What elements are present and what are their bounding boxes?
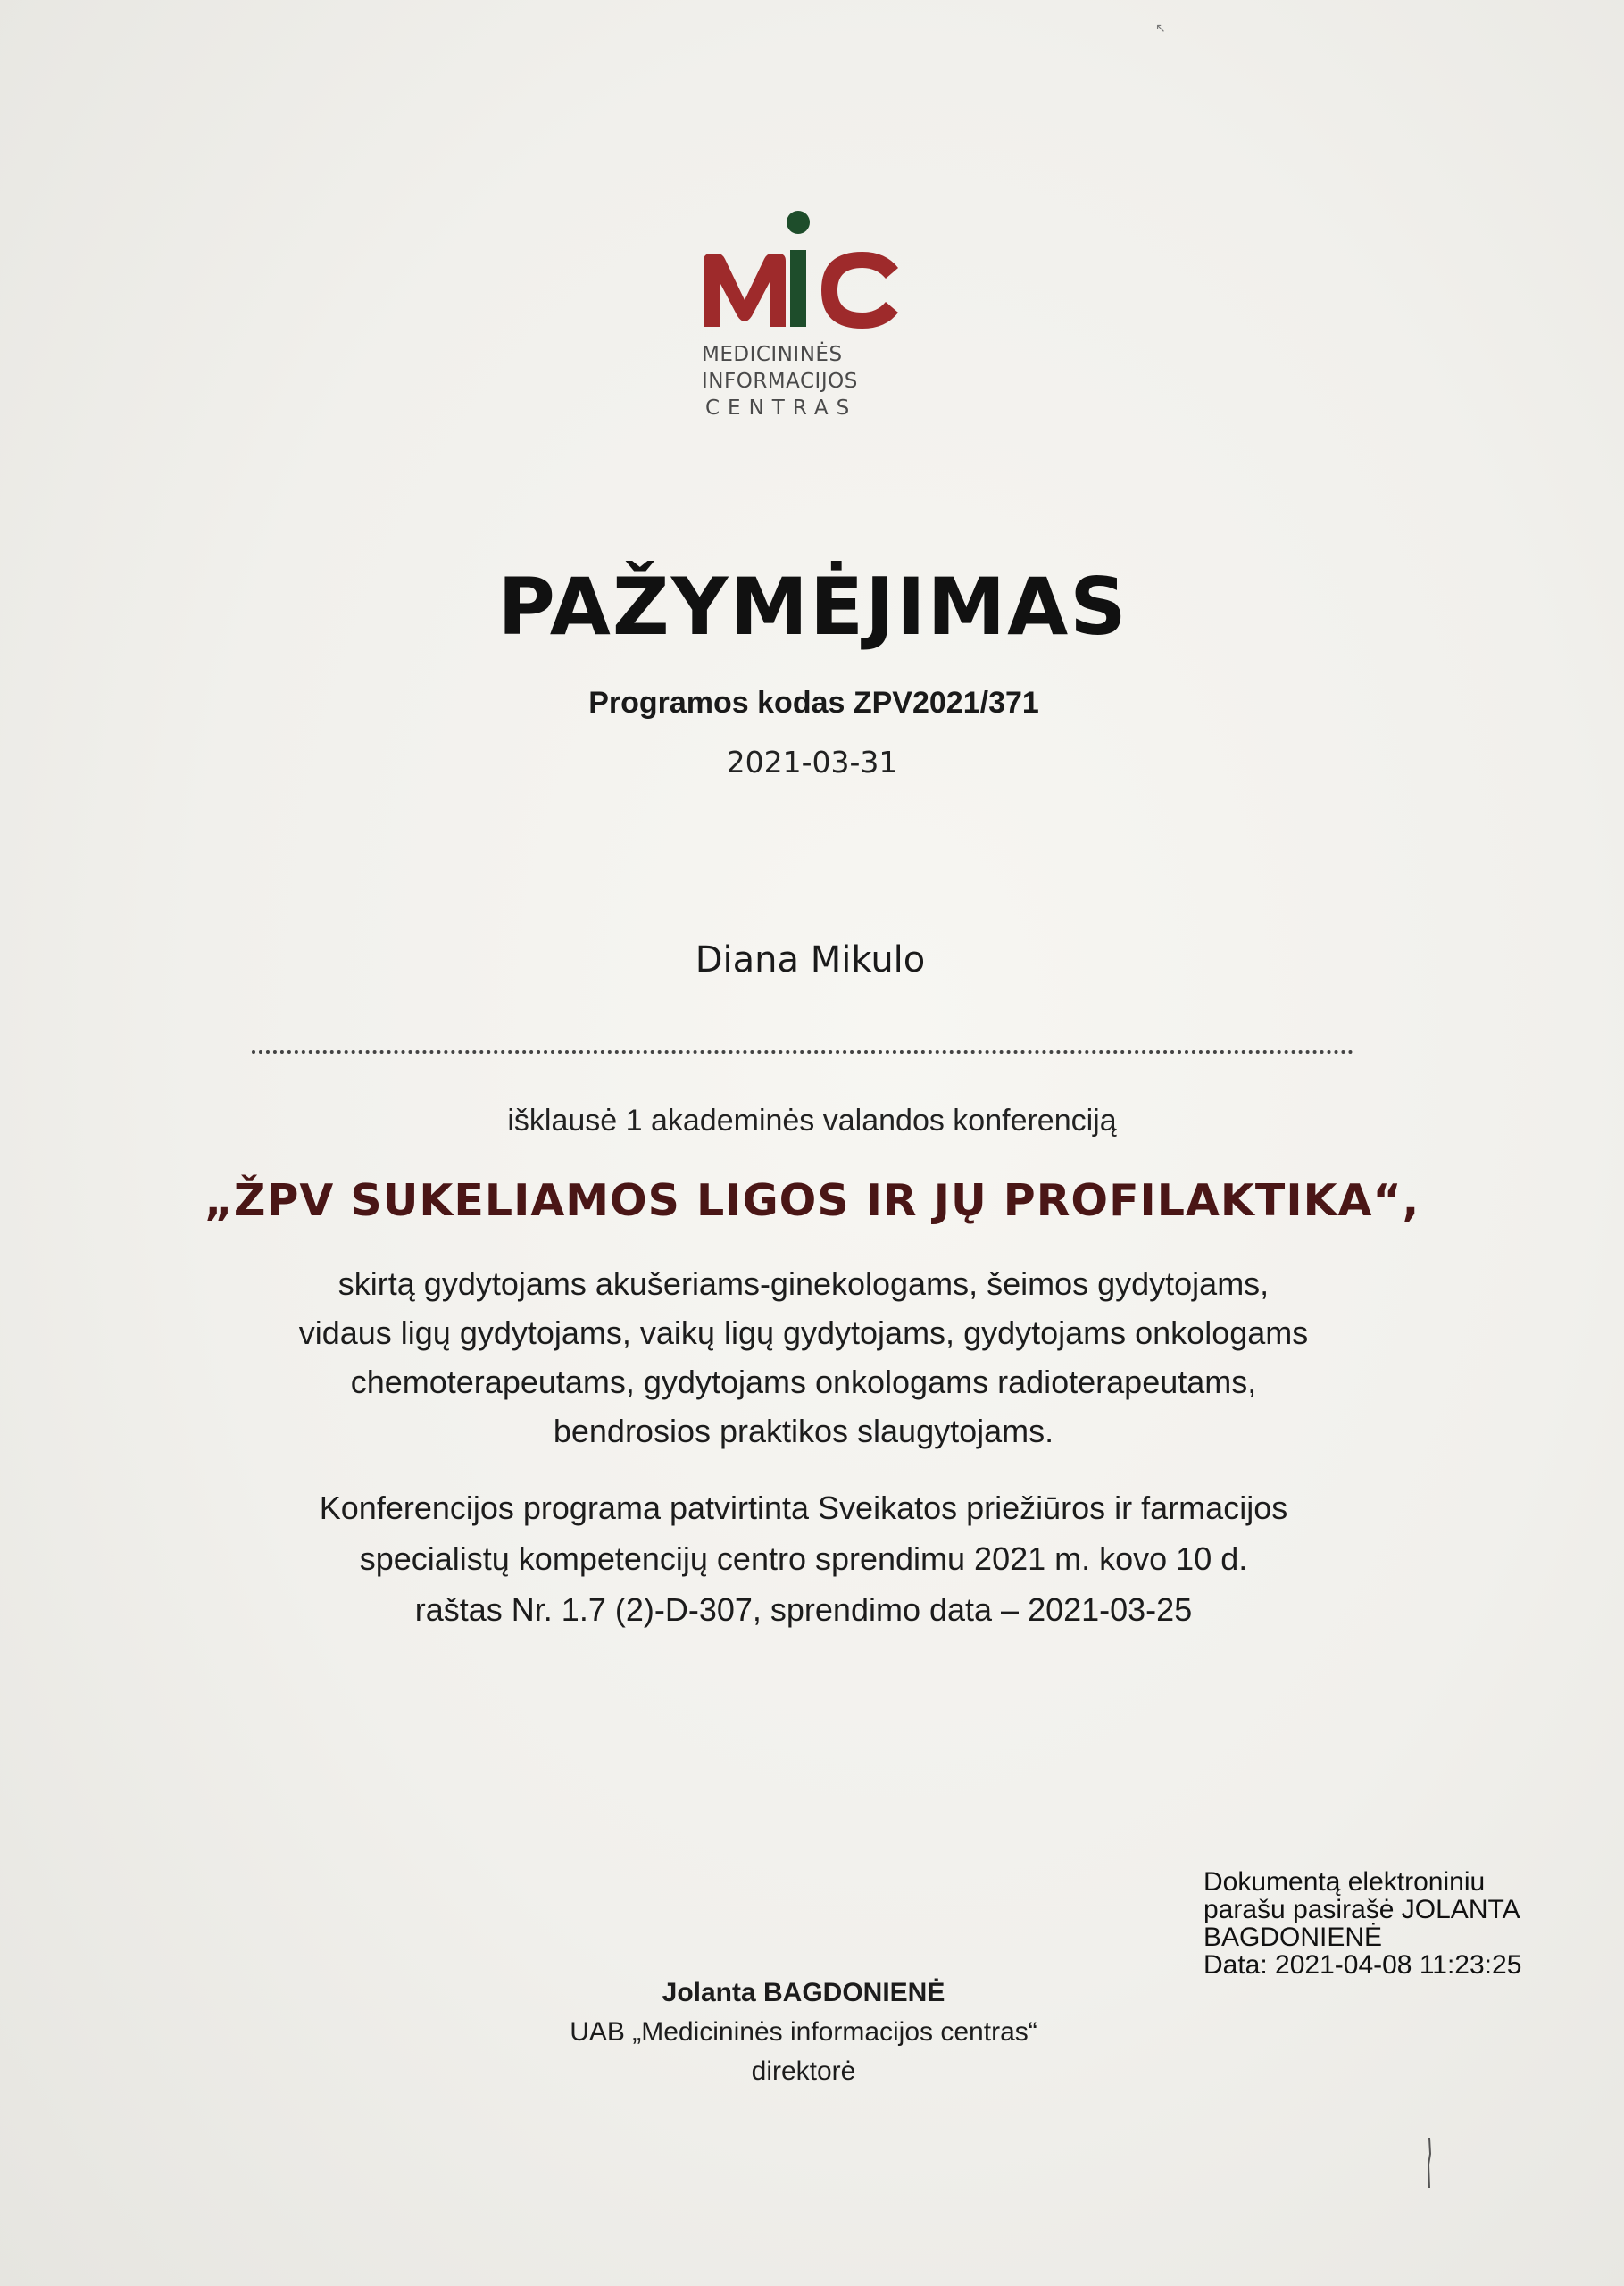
certificate-title: PAŽYMĖJIMAS bbox=[497, 561, 1128, 653]
approval-line: specialistų kompetencijų centro sprendimu 2021 m. kovo 10 d. bbox=[359, 1540, 1248, 1577]
logo-dot-icon bbox=[787, 211, 810, 234]
name-dotted-line bbox=[252, 1050, 1353, 1054]
audience-paragraph bbox=[241, 1259, 1366, 1456]
recipient-name: Diana Mikulo bbox=[695, 939, 926, 980]
corner-mark-icon: ↖ bbox=[1155, 21, 1166, 36]
approval-line: raštas Nr. 1.7 (2)-D-307, sprendimo data – 2021-03-25 bbox=[414, 1591, 1193, 1628]
electronic-signature-block bbox=[1203, 1868, 1596, 1979]
logo-text-line2: INFORMACIJOS bbox=[702, 370, 858, 393]
program-code: Programos kodas ZPV2021/371 bbox=[588, 686, 1039, 720]
esign-line: Dokumentą elektroniniu bbox=[1203, 1867, 1486, 1897]
certificate-date: 2021-03-31 bbox=[726, 745, 898, 780]
audience-line: bendrosios praktikos slaugytojams. bbox=[553, 1413, 1054, 1449]
esign-line: Data: 2021-04-08 11:23:25 bbox=[1203, 1950, 1522, 1980]
esign-line: BAGDONIENĖ bbox=[1203, 1923, 1383, 1952]
audience-line: skirtą gydytojams akušeriams-ginekologams, šeimos gydytojams, bbox=[337, 1265, 1270, 1302]
mic-logo-mark bbox=[698, 207, 904, 341]
signatory-name: Jolanta BAGDONIENĖ bbox=[662, 1978, 945, 2007]
esign-line: parašu pasirašė JOLANTA bbox=[1203, 1895, 1520, 1924]
signatory-organization: UAB „Medicininės informacijos centras“ bbox=[570, 2017, 1037, 2047]
approval-line: Konferencijos programa patvirtinta Sveikatos priežiūros ir farmacijos bbox=[319, 1489, 1288, 1526]
logo-text-line1: MEDICININĖS bbox=[702, 343, 843, 366]
signatory-position: direktorė bbox=[751, 2057, 856, 2086]
listened-statement: išklausė 1 akademinės valandos konferenciją bbox=[507, 1104, 1117, 1138]
logo-letter-c bbox=[821, 252, 898, 329]
audience-line: chemoterapeutams, gydytojams onkologams radioterapeutams, bbox=[350, 1364, 1257, 1400]
signatory-block bbox=[446, 1973, 1161, 2091]
logo-text-line3: CENTRAS bbox=[705, 396, 858, 420]
pen-mark-icon bbox=[1427, 2138, 1432, 2188]
approval-paragraph bbox=[223, 1482, 1384, 1635]
audience-line: vidaus ligų gydytojams, vaikų ligų gydytojams, gydytojams onkologams bbox=[298, 1314, 1309, 1351]
logo-letter-i bbox=[790, 250, 806, 327]
conference-title: „ŽPV SUKELIAMOS LIGOS IR JŲ PROFILAKTIKA“, bbox=[204, 1175, 1420, 1226]
mic-logo bbox=[698, 207, 904, 430]
logo-letter-m bbox=[704, 254, 786, 327]
